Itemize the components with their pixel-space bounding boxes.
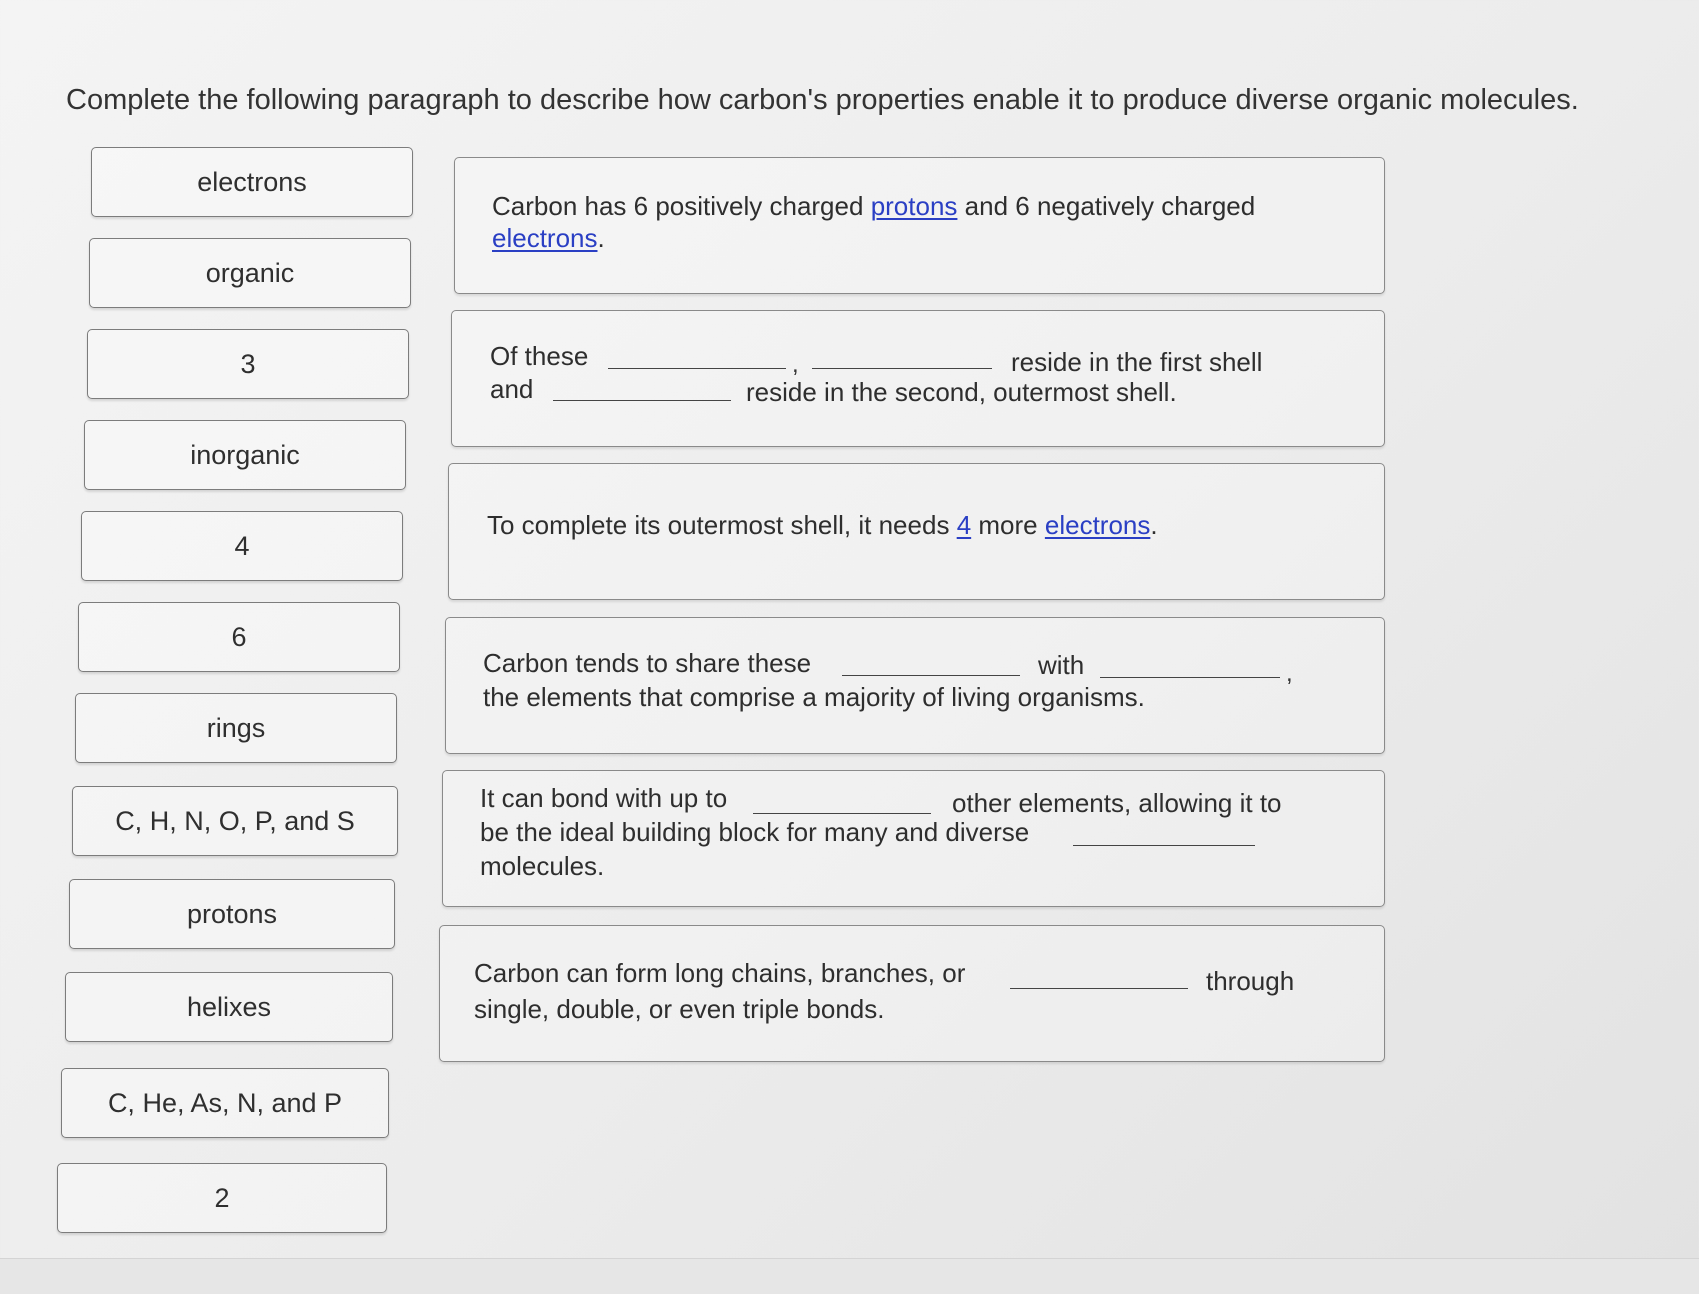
word-tile-2[interactable]: 2 bbox=[57, 1163, 387, 1233]
word-tile-inorganic[interactable]: inorganic bbox=[84, 420, 406, 490]
blank-6a[interactable] bbox=[1010, 988, 1188, 989]
sentence-4-text-c: the elements that comprise a majority of living organisms. bbox=[483, 682, 1145, 712]
word-tile-helixes[interactable]: helixes bbox=[65, 972, 393, 1042]
sentence-4-comma: , bbox=[1286, 660, 1293, 687]
sentence-6-text-c: single, double, or even triple bonds. bbox=[474, 994, 885, 1024]
sentence-box-4 bbox=[445, 617, 1385, 754]
sentence-box-6 bbox=[439, 925, 1385, 1062]
sentence-5-text-a: It can bond with up to bbox=[480, 783, 728, 813]
filled-blank-electrons-1[interactable]: electrons bbox=[492, 223, 598, 253]
sentence-2-text-a: Of these bbox=[490, 341, 589, 371]
word-tile-organic[interactable]: organic bbox=[89, 238, 411, 308]
word-tile-chease-np[interactable]: C, He, As, N, and P bbox=[61, 1068, 389, 1138]
blank-2c[interactable] bbox=[553, 400, 731, 401]
word-tile-3[interactable]: 3 bbox=[87, 329, 409, 399]
sentence-2-text-d: reside in the second, outermost shell. bbox=[746, 377, 1177, 407]
blank-5b[interactable] bbox=[1073, 845, 1255, 846]
sentence-1-text-a: Carbon has 6 positively charged bbox=[492, 191, 864, 221]
blank-5a[interactable] bbox=[753, 813, 931, 814]
blank-2b[interactable] bbox=[812, 368, 992, 369]
sentence-6-text-a: Carbon can form long chains, branches, or bbox=[474, 958, 966, 988]
word-tile-electrons[interactable]: electrons bbox=[91, 147, 413, 217]
filled-blank-4[interactable]: 4 bbox=[956, 510, 972, 540]
sentence-box-2 bbox=[451, 310, 1385, 447]
sentence-4-text-b: with bbox=[1038, 650, 1085, 680]
word-tile-6[interactable]: 6 bbox=[78, 602, 400, 672]
sentence-1-line-2 bbox=[492, 223, 605, 254]
blank-4a[interactable] bbox=[842, 675, 1020, 676]
word-tile-4[interactable]: 4 bbox=[81, 511, 403, 581]
sentence-3-text-a: To complete its outermost shell, it needs bbox=[487, 510, 950, 540]
sentence-5-text-c: be the ideal building block for many and diverse bbox=[480, 817, 1030, 847]
bottom-bar bbox=[0, 1258, 1699, 1294]
blank-2a[interactable] bbox=[608, 368, 786, 369]
sentence-box-5 bbox=[442, 770, 1385, 907]
sentence-5-text-b: other elements, allowing it to bbox=[952, 788, 1282, 818]
sentence-2-text-b: reside in the first shell bbox=[1011, 347, 1263, 377]
sentence-4-text-a: Carbon tends to share these bbox=[483, 648, 812, 678]
sentence-1-period: . bbox=[597, 223, 605, 253]
filled-blank-protons[interactable]: protons bbox=[870, 191, 958, 221]
filled-blank-electrons-2[interactable]: electrons bbox=[1044, 510, 1151, 540]
sentence-3-text-b: more bbox=[978, 510, 1038, 540]
sentence-6-text-b: through bbox=[1206, 966, 1295, 996]
sentence-1-text-b: and 6 negatively charged bbox=[964, 191, 1256, 221]
sentence-2-text-c: and bbox=[490, 374, 534, 404]
sentence-3-line bbox=[487, 510, 1158, 541]
sentence-3-period: . bbox=[1150, 510, 1158, 540]
sentence-box-3 bbox=[448, 463, 1385, 600]
word-tile-protons[interactable]: protons bbox=[69, 879, 395, 949]
sentence-1-line-1 bbox=[492, 191, 1255, 222]
question-prompt: Complete the following paragraph to describe how carbon's properties enable it to produce diverse organic molecules. bbox=[66, 84, 1579, 116]
sentence-5-text-d: molecules. bbox=[480, 851, 605, 881]
word-tile-chnops[interactable]: C, H, N, O, P, and S bbox=[72, 786, 398, 856]
word-tile-rings[interactable]: rings bbox=[75, 693, 397, 763]
sentence-box-1 bbox=[454, 157, 1385, 294]
blank-4b[interactable] bbox=[1100, 677, 1280, 678]
sentence-2-comma: , bbox=[792, 351, 799, 378]
